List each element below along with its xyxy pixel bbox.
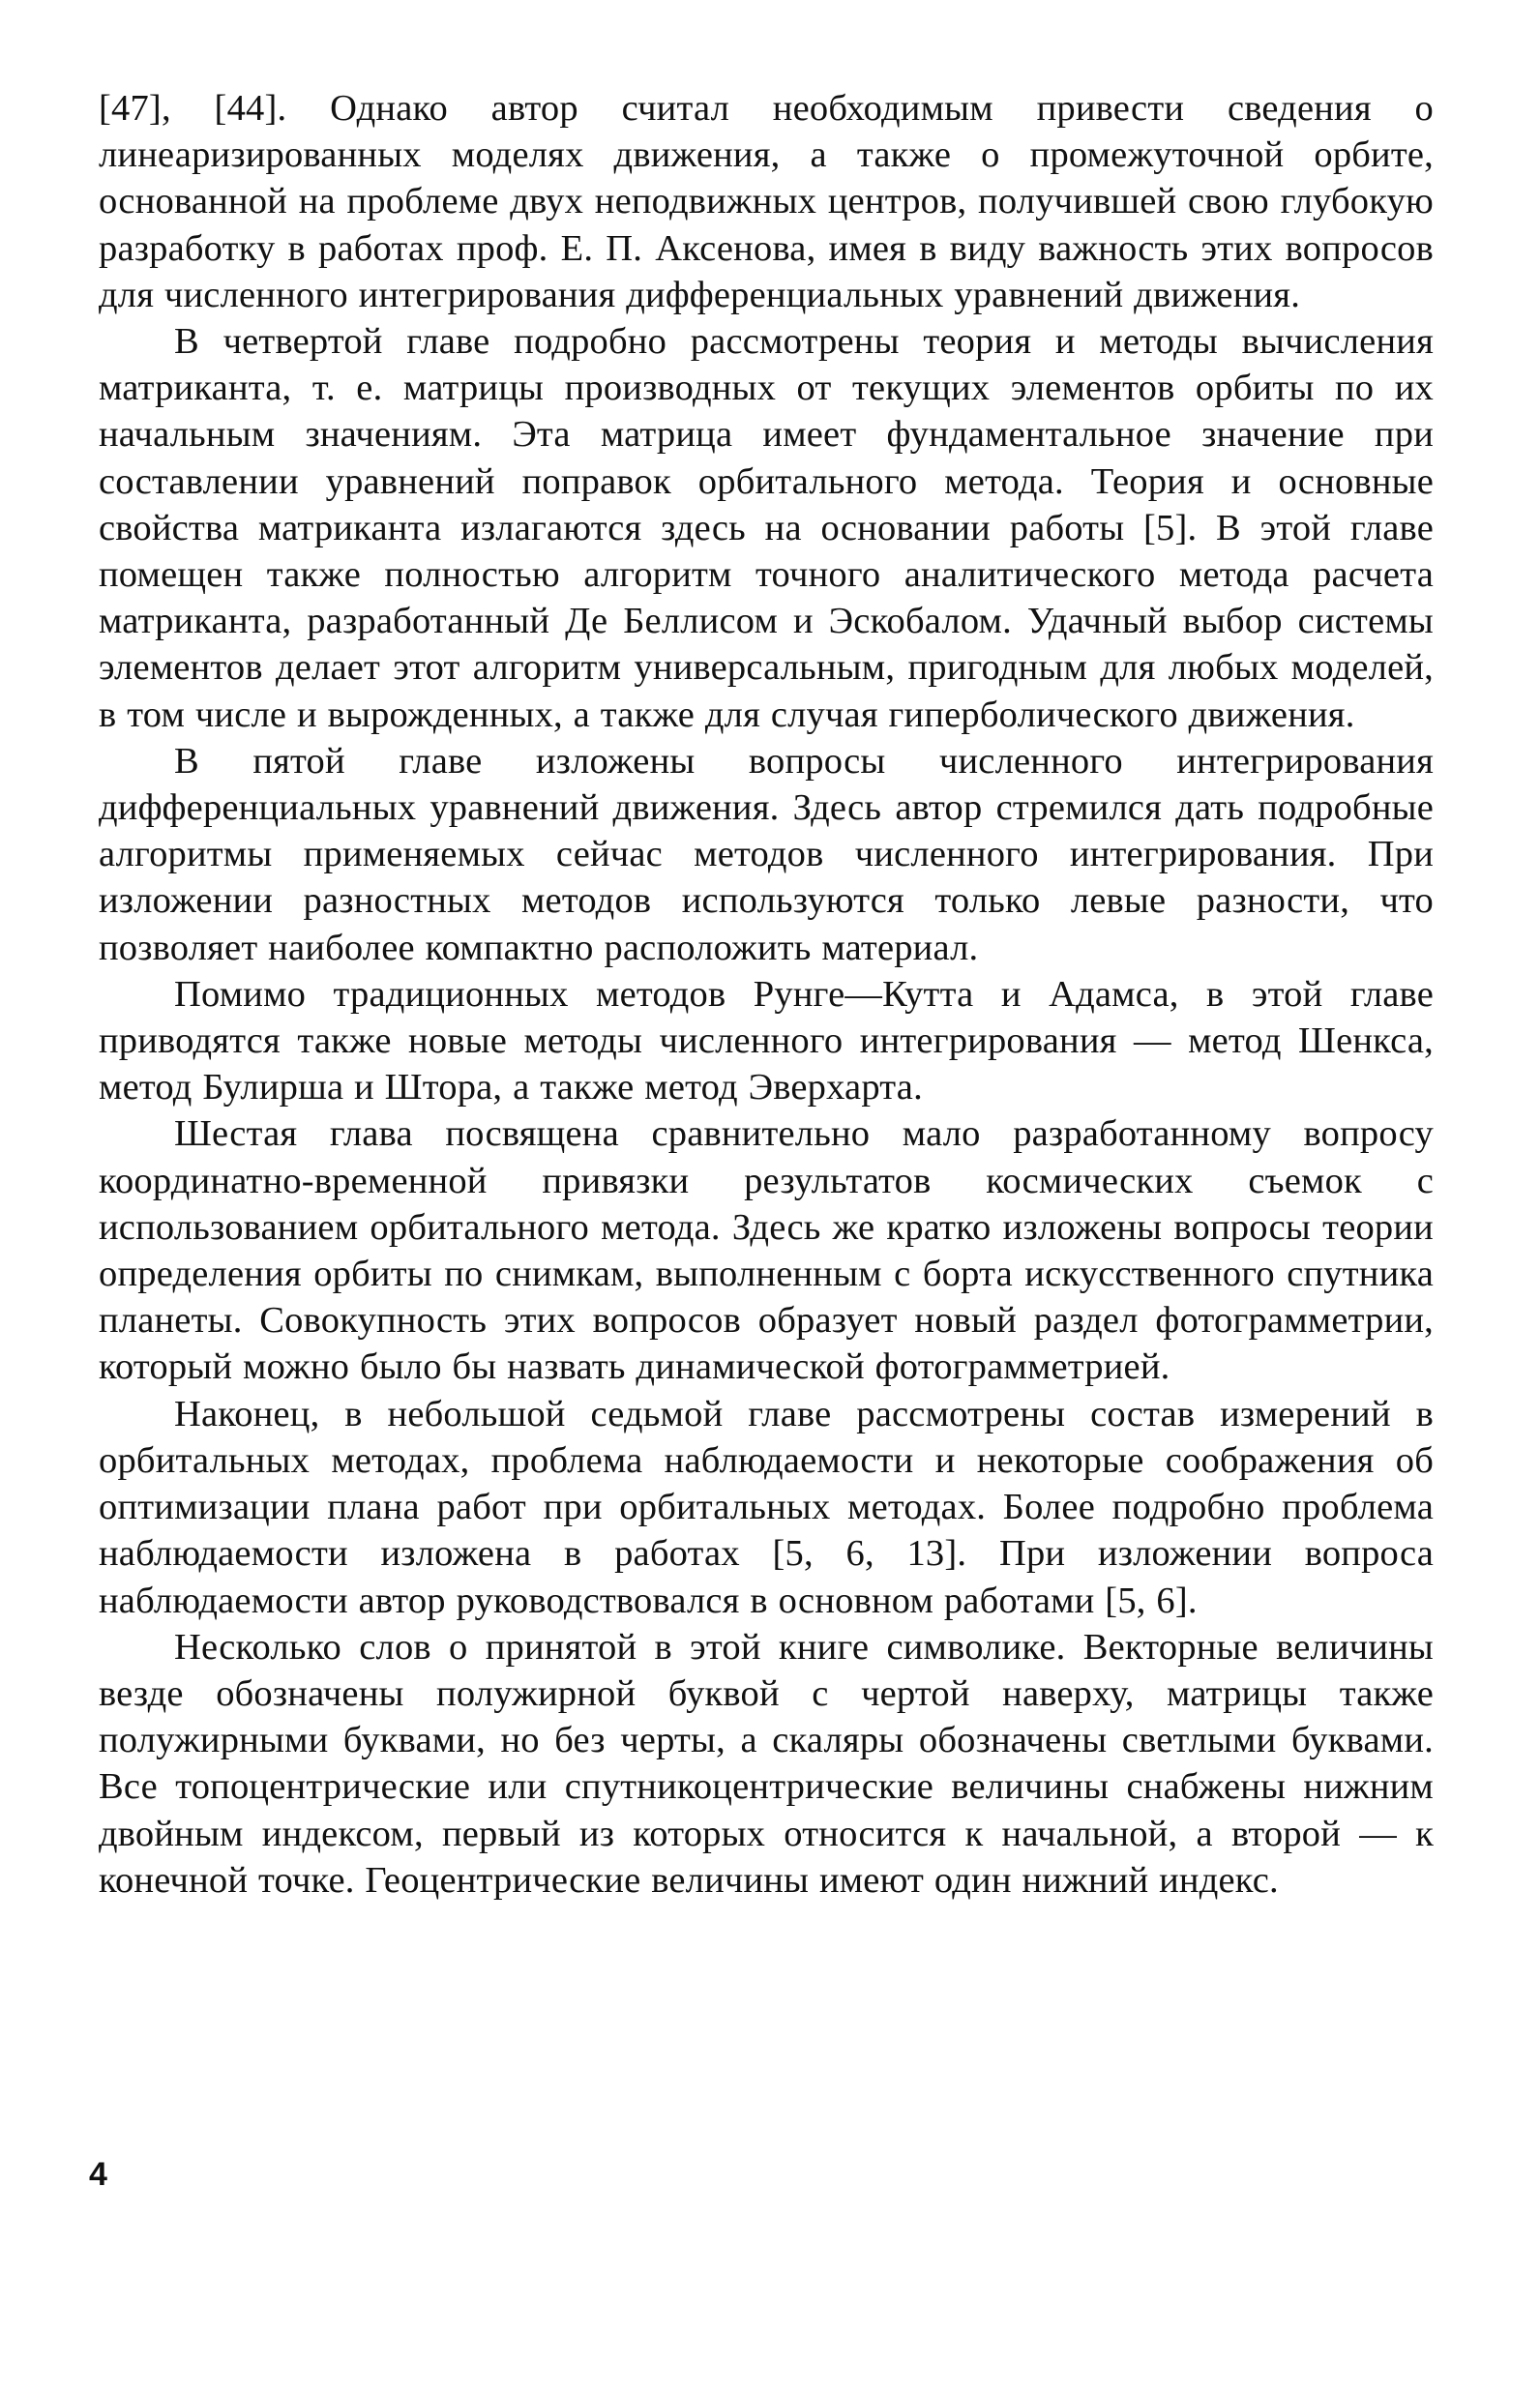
paragraph-intro-continued: [47], [44]. Однако автор считал необходимым привести сведения о линеаризированных моделях движения, а также о промежуточной орбите, основанной на проблеме двух неподвижных центров, получившей свою глубокую разработку в работах проф. Е. П. Аксенова, имея в виду важность этих вопросов для численного интегрирования дифференциальных уравнений движения. bbox=[99, 88, 1434, 315]
paragraph-chapter-seven: Наконец, в небольшой седьмой главе рассмотрены состав измерений в орбитальных методах, проблема наблюдаемости и некоторые соображения об оптимизации плана работ при орбитальных методах. Более подробно проблема наблюдаемости изложена в работах [5, 6, 13]. При изложении вопроса наблюдаемости автор руководствовался в основном работами [5, 6]. bbox=[99, 1393, 1434, 1621]
paragraph-chapter-five: В пятой главе изложены вопросы численного интегрирования дифференциальных уравнений движения. Здесь автор стремился дать подробные алгоритмы применяемых сейчас методов численного интегрирования. При изложении разностных методов используются только левые разности, что позволяет наиболее компактно расположить материал. bbox=[99, 740, 1434, 968]
paragraph-chapter-six: Шестая глава посвящена сравнительно мало разработанному вопросу координатно-временной привязки результатов космических съемок с использованием орбитального метода. Здесь же кратко изложены вопросы теории определения орбиты по снимкам, выполненным с борта искусственного спутника планеты. Совокупность этих вопросов образует новый раздел фотограмметрии, который можно было бы назвать динамической фотограмметрией. bbox=[99, 1113, 1434, 1388]
page-number: 4 bbox=[89, 2156, 107, 2193]
paragraph-chapter-four: В четвертой главе подробно рассмотрены теория и методы вычисления матриканта, т. е. матрицы производных от текущих элементов орбиты по их начальным значениям. Эта матрица имеет фундаментальное значение при составлении уравнений поправок орбитального метода. Теория и основные свойства матриканта излагаются здесь на основании работы [5]. В этой главе помещен также полностью алгоритм точного аналитического метода расчета матриканта, разработанный Де Беллисом и Эскобалом. Удачный выбор системы элементов делает этот алгоритм универсальным, пригодным для любых моделей, в том числе и вырожденных, а также для случая гиперболического движения. bbox=[99, 321, 1434, 735]
paragraph-integration-methods: Помимо традиционных методов Рунге—Кутта и Адамса, в этой главе приводятся также новые методы численного интегрирования — метод Шенкса, метод Булирша и Штора, а также метод Эверхарта. bbox=[99, 973, 1434, 1108]
body-text bbox=[99, 85, 1434, 1904]
paragraph-notation: Несколько слов о принятой в этой книге символике. Векторные величины везде обозначены полужирной буквой с чертой наверху, матрицы также полужирными буквами, но без черты, а скаляры обозначены светлыми буквами. Все топоцентрические или спутникоцентрические величины снабжены нижним двойным индексом, первый из которых относится к начальной, а второй — к конечной точке. Геоцентрические величины имеют один нижний индекс. bbox=[99, 1626, 1434, 1901]
